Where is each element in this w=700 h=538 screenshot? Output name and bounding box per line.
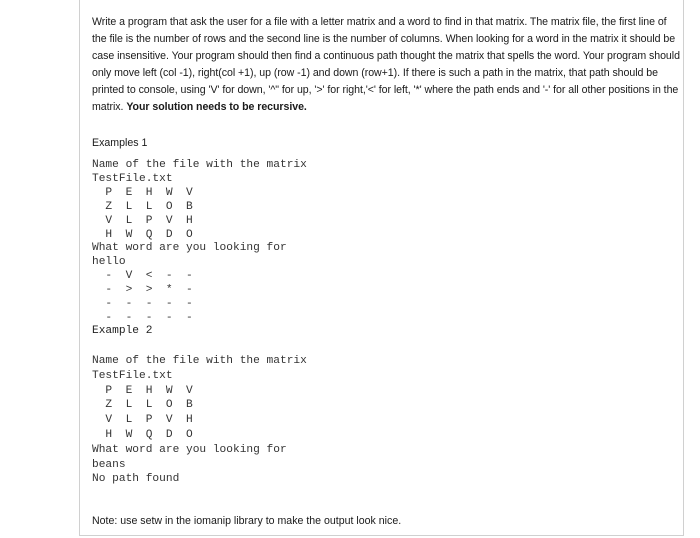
- example1-line: - > > * -: [92, 284, 193, 297]
- example2-line: beans: [92, 458, 126, 471]
- example2-line: Z L L O B: [92, 399, 193, 412]
- example1-line: TestFile.txt: [92, 172, 173, 185]
- instructions-bold-text: Your solution needs to be recursive.: [126, 101, 307, 114]
- note-text: Note: use setw in the iomanip library to make the output look nice.: [92, 515, 402, 527]
- example2-console-output: [92, 354, 307, 487]
- example1-line: - V < - -: [92, 270, 193, 283]
- example2-line: P E H W V: [92, 384, 193, 397]
- example1-line: H W Q D O: [92, 228, 193, 241]
- example2-line: TestFile.txt: [92, 369, 173, 382]
- example2-line: Name of the file with the matrix: [92, 355, 307, 367]
- example1-line: What word are you looking for: [92, 242, 287, 255]
- instructions-text: Write a program that ask the user for a file with a letter matrix and a word to find in that matrix. The matrix file, the first line of the file is the number of rows and the second line is the number of columns. When looking for a word in the matrix it should be case insensitive. Your program should then find a continuous path thought the matrix that spells the word. Your program should only move left (col -1), right(col +1), up (row -1) and down (row+1). If there is such a path in the matrix, that path should be printed to console, using 'V' for down, '^" for up, '>' for right,'<' for left, '*' where the path ends and '-' for all other positions in the matrix.: [92, 16, 680, 114]
- example1-heading: Examples 1: [92, 137, 148, 149]
- example2-line: What word are you looking for: [92, 443, 287, 456]
- example1-line: Name of the file with the matrix: [92, 159, 307, 171]
- example2-line: V L P V H: [92, 414, 193, 427]
- example1-line: - - - - -: [92, 311, 193, 324]
- example2-line: No path found: [92, 473, 180, 486]
- instructions-paragraph: [92, 14, 680, 117]
- example2-line: H W Q D O: [92, 428, 193, 441]
- example1-line: Z L L O B: [92, 200, 193, 213]
- example1-line: - - - - -: [92, 298, 193, 311]
- example2-heading: Example 2: [92, 325, 153, 337]
- example1-line: P E H W V: [92, 186, 193, 199]
- example1-line: V L P V H: [92, 214, 193, 227]
- example1-line: hello: [92, 256, 126, 269]
- example1-console-output: [92, 159, 307, 326]
